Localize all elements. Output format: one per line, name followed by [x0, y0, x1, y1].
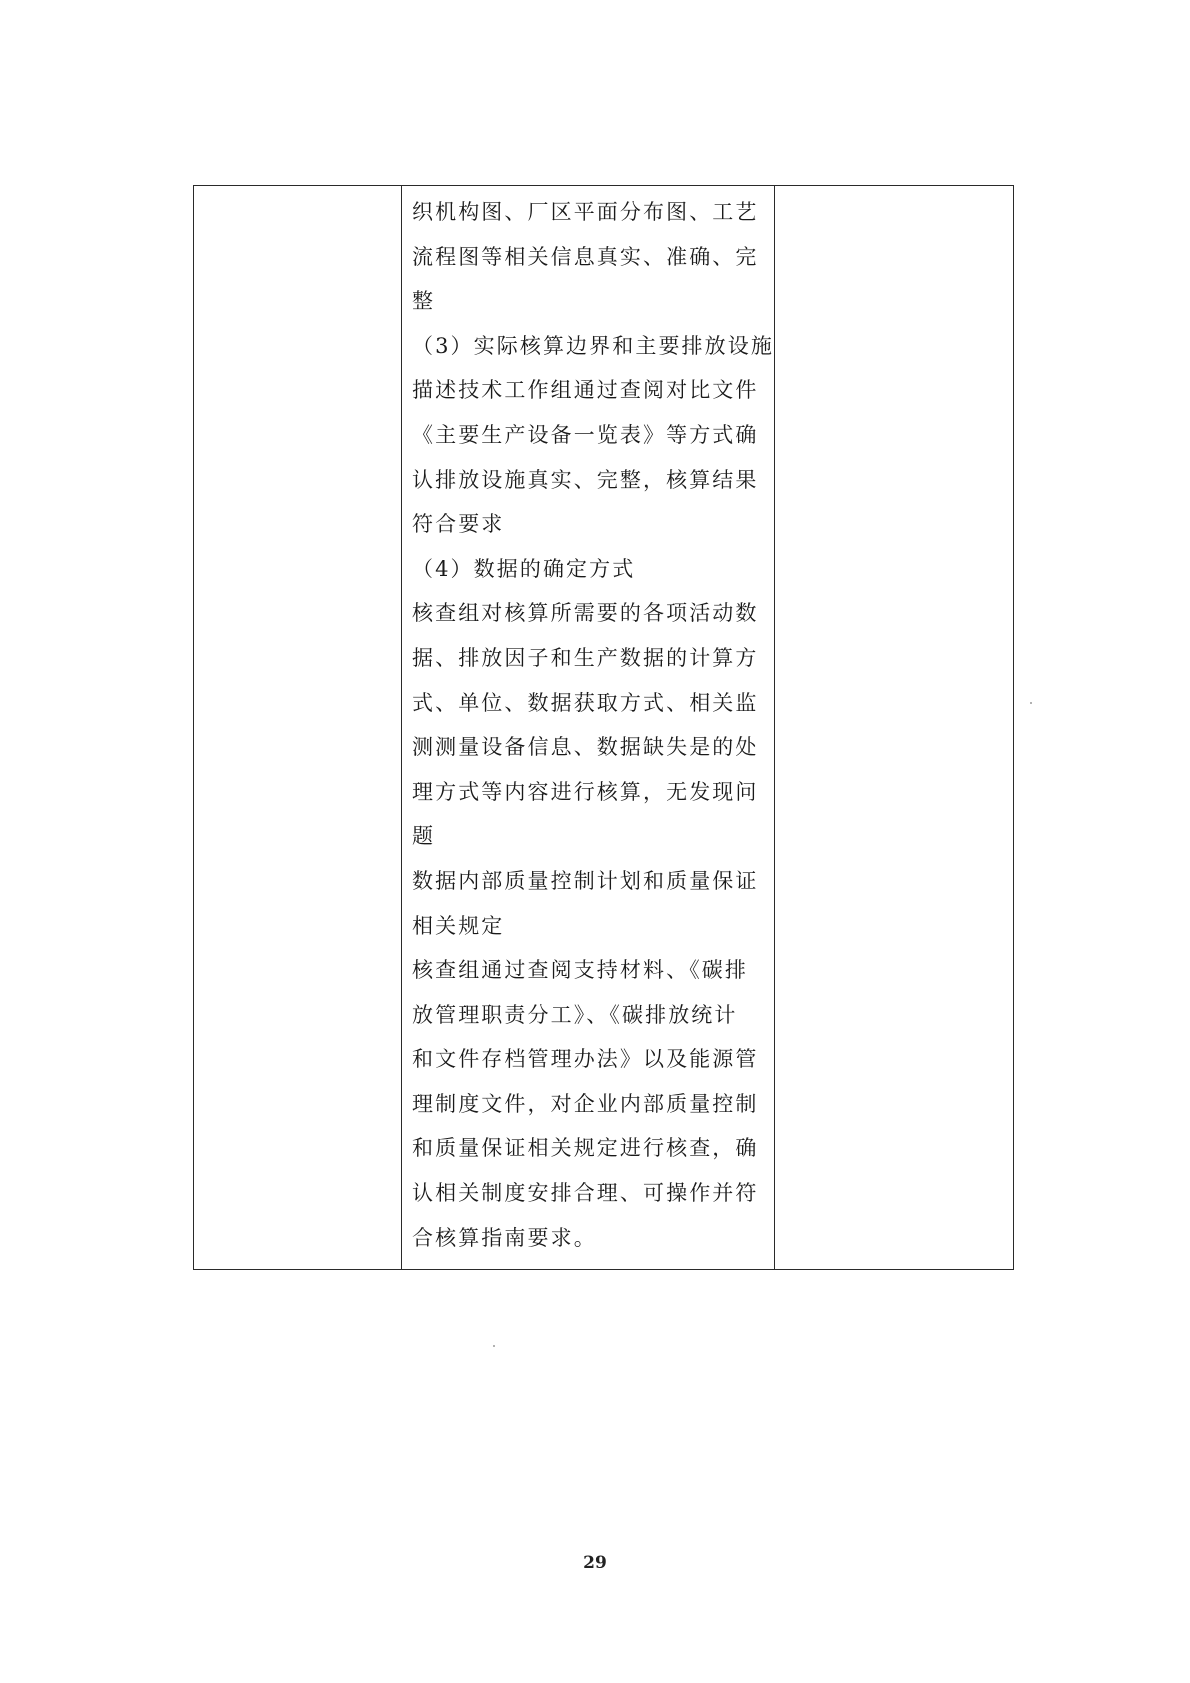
text-line: 整	[412, 289, 436, 314]
text-line: 织机构图、厂区平面分布图、工艺	[412, 200, 759, 224]
text-line: 式、单位、数据获取方式、相关监	[412, 690, 759, 715]
middle-text-cell	[402, 186, 775, 1270]
text-line: 流程图等相关信息真实、准确、完	[412, 244, 759, 269]
left-empty-cell	[194, 186, 402, 1270]
right-empty-cell	[775, 186, 1014, 1270]
text-line: 放管理职责分工》、《碳排放统计	[412, 1002, 738, 1027]
text-line: 据、排放因子和生产数据的计算方	[412, 645, 759, 670]
text-line: 描述技术工作组通过查阅对比文件	[412, 378, 759, 403]
text-line: 核查组对核算所需要的各项活动数	[412, 601, 759, 626]
text-line: 合核算指南要求。	[412, 1225, 597, 1250]
text-line: 核查组通过查阅支持材料、《碳排	[412, 958, 748, 983]
verification-table	[193, 185, 1014, 1270]
text-line: 认相关制度安排合理、可操作并符	[412, 1181, 759, 1206]
text-line: 相关规定	[412, 913, 505, 938]
text-line: 认排放设施真实、完整，核算结果	[412, 467, 759, 492]
text-line: 理制度文件，对企业内部质量控制	[412, 1091, 759, 1116]
text-line: 符合要求	[412, 512, 505, 537]
page-number: 29	[583, 1553, 607, 1573]
table-row	[194, 186, 1014, 1270]
scan-speck	[493, 1345, 495, 1347]
text-line: 和文件存档管理办法》以及能源管	[412, 1047, 759, 1072]
section-heading-3: （3）实际核算边界和主要排放设施	[412, 333, 774, 358]
text-line: 理方式等内容进行核算，无发现问	[412, 779, 759, 804]
text-line: 《主要生产设备一览表》等方式确	[412, 422, 759, 447]
text-line: 测测量设备信息、数据缺失是的处	[412, 735, 759, 760]
text-line: 和质量保证相关规定进行核查，确	[412, 1136, 759, 1161]
scan-speck	[1030, 702, 1032, 704]
text-line: 题	[412, 824, 436, 849]
section-heading-4: （4）数据的确定方式	[412, 556, 636, 581]
section-heading-quality: 数据内部质量控制计划和质量保证	[412, 868, 759, 893]
middle-cell-content	[402, 186, 774, 1260]
